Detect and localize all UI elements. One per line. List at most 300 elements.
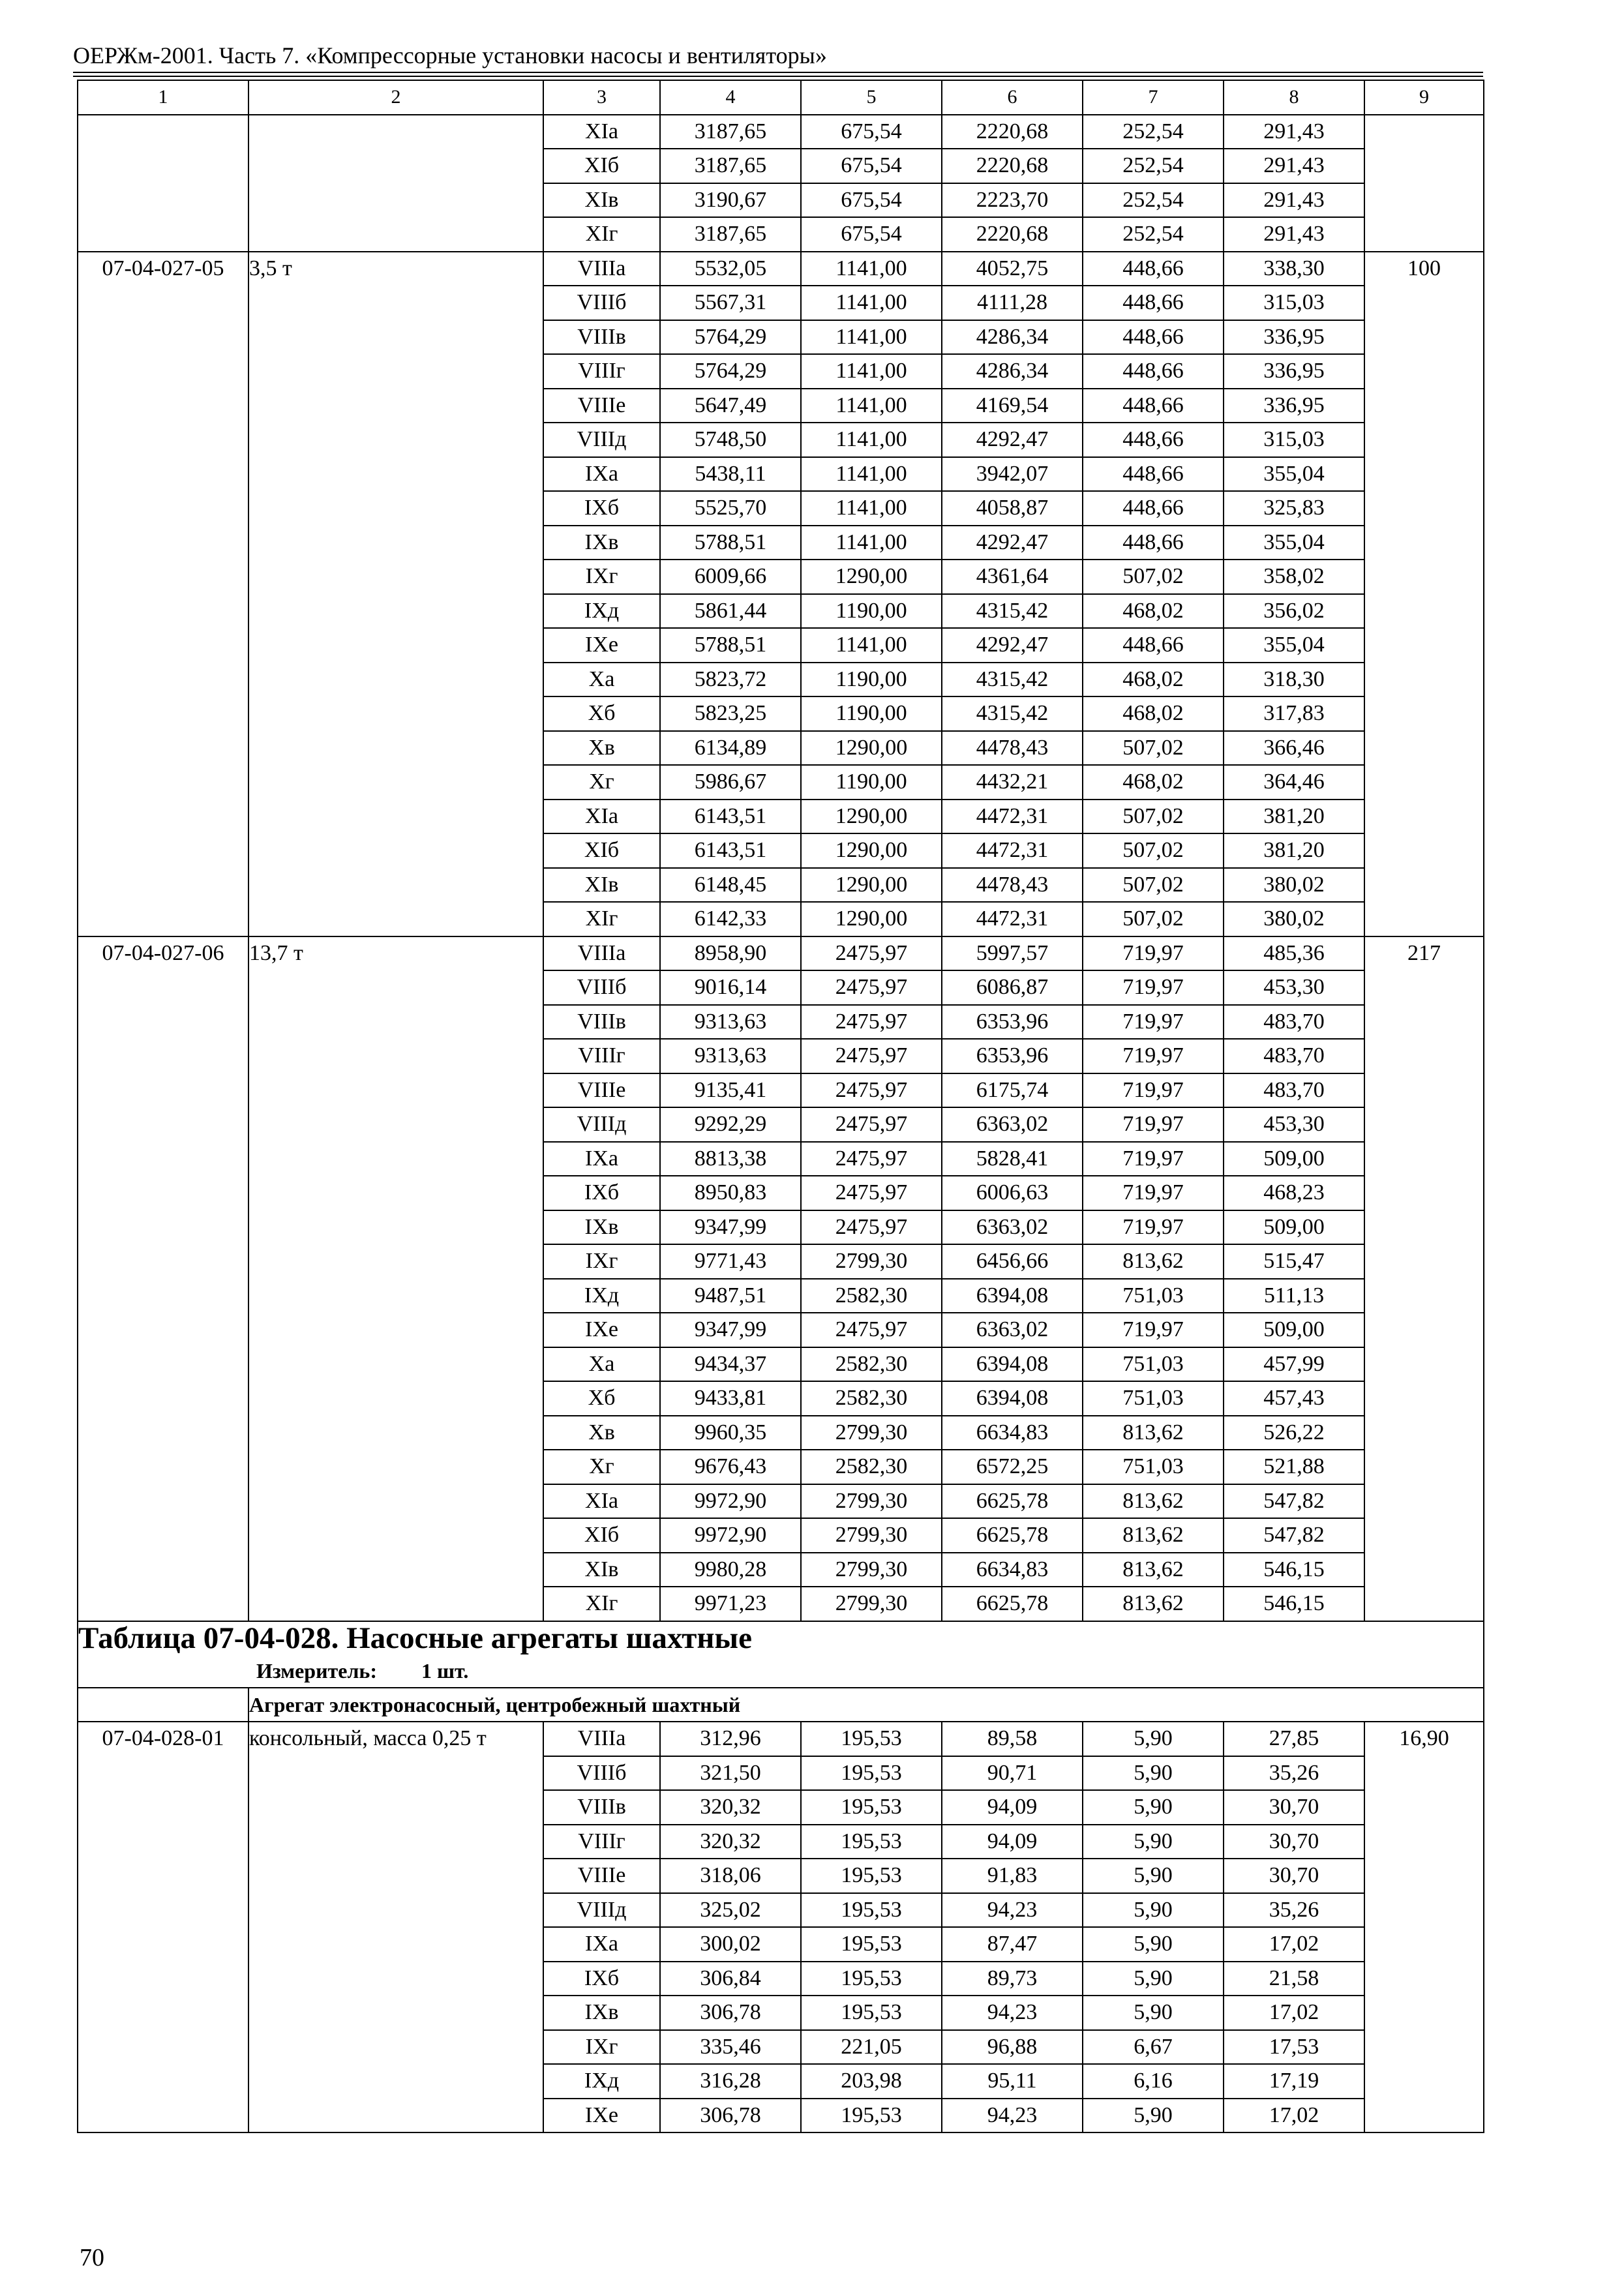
value-cell: 195,53 bbox=[801, 1756, 942, 1791]
zone-cell: XIг bbox=[543, 902, 660, 936]
page-header: ОЕРЖм-2001. Часть 7. «Компрессорные установки насосы и вентиляторы» bbox=[73, 42, 827, 68]
value-cell: 6148,45 bbox=[660, 868, 801, 903]
value-cell: 468,02 bbox=[1083, 765, 1224, 800]
value-cell: 21,58 bbox=[1224, 1962, 1364, 1996]
value-cell: 6625,78 bbox=[942, 1518, 1083, 1553]
value-cell: 364,46 bbox=[1224, 765, 1364, 800]
value-cell: 483,70 bbox=[1224, 1005, 1364, 1040]
value-cell: 89,73 bbox=[942, 1962, 1083, 1996]
value-cell: 315,03 bbox=[1224, 423, 1364, 457]
value-cell: 448,66 bbox=[1083, 423, 1224, 457]
value-cell: 355,04 bbox=[1224, 457, 1364, 492]
value-cell: 2799,30 bbox=[801, 1587, 942, 1621]
value-cell: 448,66 bbox=[1083, 457, 1224, 492]
value-cell: 813,62 bbox=[1083, 1484, 1224, 1519]
value-cell: 5788,51 bbox=[660, 526, 801, 560]
value-cell: 5861,44 bbox=[660, 594, 801, 629]
value-cell: 203,98 bbox=[801, 2064, 942, 2099]
value-cell: 1141,00 bbox=[801, 252, 942, 286]
table-title-cell bbox=[78, 1621, 1484, 1688]
value-cell: 509,00 bbox=[1224, 1313, 1364, 1347]
table-row bbox=[78, 936, 1484, 971]
value-cell: 17,02 bbox=[1224, 1927, 1364, 1962]
value-cell: 1290,00 bbox=[801, 800, 942, 834]
zone-cell: VIIIв bbox=[543, 1790, 660, 1825]
value-cell: 6134,89 bbox=[660, 731, 801, 766]
value-cell: 526,22 bbox=[1224, 1416, 1364, 1450]
value-cell: 448,66 bbox=[1083, 389, 1224, 423]
value-cell: 5,90 bbox=[1083, 1790, 1224, 1825]
value-cell: 4058,87 bbox=[942, 491, 1083, 526]
zone-cell: VIIIв bbox=[543, 320, 660, 355]
value-cell: 317,83 bbox=[1224, 696, 1364, 731]
value-cell: 1141,00 bbox=[801, 320, 942, 355]
value-cell: 675,54 bbox=[801, 183, 942, 218]
value-cell: 2799,30 bbox=[801, 1244, 942, 1279]
value-cell: 2220,68 bbox=[942, 217, 1083, 252]
value-cell: 4315,42 bbox=[942, 594, 1083, 629]
zone-cell: Xв bbox=[543, 1416, 660, 1450]
value-cell: 483,70 bbox=[1224, 1039, 1364, 1073]
value-cell: 5567,31 bbox=[660, 286, 801, 320]
unit-line bbox=[78, 1654, 1483, 1687]
value-cell: 2475,97 bbox=[801, 1005, 942, 1040]
value-cell: 1141,00 bbox=[801, 491, 942, 526]
value-cell: 9676,43 bbox=[660, 1450, 801, 1484]
value-cell: 4111,28 bbox=[942, 286, 1083, 320]
value-cell: 5647,49 bbox=[660, 389, 801, 423]
value-cell: 547,82 bbox=[1224, 1518, 1364, 1553]
value-cell: 9313,63 bbox=[660, 1039, 801, 1073]
value-cell: 719,97 bbox=[1083, 1005, 1224, 1040]
zone-cell: VIIIб bbox=[543, 970, 660, 1005]
value-cell: 318,06 bbox=[660, 1859, 801, 1893]
value-cell: 511,13 bbox=[1224, 1279, 1364, 1313]
value-cell: 3190,67 bbox=[660, 183, 801, 218]
column-number: 6 bbox=[942, 80, 1083, 115]
value-cell: 5823,25 bbox=[660, 696, 801, 731]
value-cell: 546,15 bbox=[1224, 1587, 1364, 1621]
value-cell: 507,02 bbox=[1083, 833, 1224, 868]
zone-cell: XIа bbox=[543, 1484, 660, 1519]
zone-cell: VIIIе bbox=[543, 389, 660, 423]
value-cell: 1141,00 bbox=[801, 457, 942, 492]
zone-cell: VIIIг bbox=[543, 1039, 660, 1073]
value-cell: 4315,42 bbox=[942, 696, 1083, 731]
value-cell: 2220,68 bbox=[942, 149, 1083, 183]
zone-cell: IXе bbox=[543, 628, 660, 663]
zone-cell: XIв bbox=[543, 1553, 660, 1587]
value-cell: 468,02 bbox=[1083, 696, 1224, 731]
value-cell: 719,97 bbox=[1083, 936, 1224, 971]
column-number: 8 bbox=[1224, 80, 1364, 115]
value-cell: 448,66 bbox=[1083, 252, 1224, 286]
value-cell: 6175,74 bbox=[942, 1073, 1083, 1108]
value-cell: 6394,08 bbox=[942, 1279, 1083, 1313]
value-cell: 6572,25 bbox=[942, 1450, 1083, 1484]
value-cell: 9771,43 bbox=[660, 1244, 801, 1279]
value-cell: 381,20 bbox=[1224, 833, 1364, 868]
value-cell: 221,05 bbox=[801, 2030, 942, 2065]
value-cell: 1290,00 bbox=[801, 731, 942, 766]
zone-cell: VIIIг bbox=[543, 354, 660, 389]
value-cell: 485,36 bbox=[1224, 936, 1364, 971]
col9-value bbox=[1364, 115, 1484, 252]
value-cell: 4478,43 bbox=[942, 868, 1083, 903]
page-number: 70 bbox=[80, 2244, 104, 2271]
value-cell: 675,54 bbox=[801, 149, 942, 183]
value-cell: 751,03 bbox=[1083, 1450, 1224, 1484]
zone-cell: Xг bbox=[543, 1450, 660, 1484]
zone-cell: VIIIг bbox=[543, 1825, 660, 1859]
value-cell: 813,62 bbox=[1083, 1244, 1224, 1279]
table-row bbox=[78, 252, 1484, 286]
value-cell: 91,83 bbox=[942, 1859, 1083, 1893]
value-cell: 381,20 bbox=[1224, 800, 1364, 834]
value-cell: 1141,00 bbox=[801, 354, 942, 389]
column-number: 3 bbox=[543, 80, 660, 115]
value-cell: 195,53 bbox=[801, 1859, 942, 1893]
value-cell: 9960,35 bbox=[660, 1416, 801, 1450]
value-cell: 355,04 bbox=[1224, 628, 1364, 663]
zone-cell: IXб bbox=[543, 491, 660, 526]
zone-cell: XIг bbox=[543, 217, 660, 252]
value-cell: 17,02 bbox=[1224, 2099, 1364, 2133]
value-cell: 6143,51 bbox=[660, 833, 801, 868]
value-cell: 6394,08 bbox=[942, 1347, 1083, 1382]
row-description: 3,5 т bbox=[248, 252, 543, 936]
value-cell: 719,97 bbox=[1083, 1039, 1224, 1073]
zone-cell: IXа bbox=[543, 457, 660, 492]
value-cell: 813,62 bbox=[1083, 1587, 1224, 1621]
value-cell: 320,32 bbox=[660, 1825, 801, 1859]
value-cell: 96,88 bbox=[942, 2030, 1083, 2065]
zone-cell: VIIIа bbox=[543, 252, 660, 286]
value-cell: 17,53 bbox=[1224, 2030, 1364, 2065]
value-cell: 380,02 bbox=[1224, 868, 1364, 903]
value-cell: 2475,97 bbox=[801, 1039, 942, 1073]
value-cell: 5,90 bbox=[1083, 1996, 1224, 2030]
value-cell: 195,53 bbox=[801, 1722, 942, 1756]
value-cell: 2799,30 bbox=[801, 1484, 942, 1519]
zone-cell: IXд bbox=[543, 2064, 660, 2099]
value-cell: 813,62 bbox=[1083, 1553, 1224, 1587]
price-table bbox=[77, 80, 1484, 2133]
value-cell: 366,46 bbox=[1224, 731, 1364, 766]
value-cell: 468,02 bbox=[1083, 594, 1224, 629]
value-cell: 6142,33 bbox=[660, 902, 801, 936]
value-cell: 8950,83 bbox=[660, 1176, 801, 1210]
value-cell: 751,03 bbox=[1083, 1279, 1224, 1313]
value-cell: 547,82 bbox=[1224, 1484, 1364, 1519]
value-cell: 306,78 bbox=[660, 1996, 801, 2030]
value-cell: 30,70 bbox=[1224, 1859, 1364, 1893]
value-cell: 9292,29 bbox=[660, 1107, 801, 1142]
value-cell: 719,97 bbox=[1083, 970, 1224, 1005]
zone-cell: VIIIе bbox=[543, 1859, 660, 1893]
value-cell: 4478,43 bbox=[942, 731, 1083, 766]
value-cell: 17,19 bbox=[1224, 2064, 1364, 2099]
value-cell: 6456,66 bbox=[942, 1244, 1083, 1279]
zone-cell: Xг bbox=[543, 765, 660, 800]
value-cell: 457,99 bbox=[1224, 1347, 1364, 1382]
value-cell: 5,90 bbox=[1083, 1927, 1224, 1962]
value-cell: 448,66 bbox=[1083, 526, 1224, 560]
value-cell: 5532,05 bbox=[660, 252, 801, 286]
value-cell: 9016,14 bbox=[660, 970, 801, 1005]
value-cell: 315,03 bbox=[1224, 286, 1364, 320]
value-cell: 6006,63 bbox=[942, 1176, 1083, 1210]
value-cell: 94,09 bbox=[942, 1825, 1083, 1859]
value-cell: 4052,75 bbox=[942, 252, 1083, 286]
value-cell: 4315,42 bbox=[942, 663, 1083, 697]
zone-cell: Xв bbox=[543, 731, 660, 766]
zone-cell: Xб bbox=[543, 1381, 660, 1416]
value-cell: 252,54 bbox=[1083, 115, 1224, 149]
value-cell: 195,53 bbox=[801, 1962, 942, 1996]
value-cell: 252,54 bbox=[1083, 149, 1224, 183]
value-cell: 719,97 bbox=[1083, 1107, 1224, 1142]
value-cell: 325,83 bbox=[1224, 491, 1364, 526]
zone-cell: IXе bbox=[543, 1313, 660, 1347]
value-cell: 453,30 bbox=[1224, 970, 1364, 1005]
value-cell: 2582,30 bbox=[801, 1381, 942, 1416]
value-cell: 356,02 bbox=[1224, 594, 1364, 629]
value-cell: 2799,30 bbox=[801, 1553, 942, 1587]
zone-cell: XIа bbox=[543, 115, 660, 149]
value-cell: 719,97 bbox=[1083, 1142, 1224, 1176]
value-cell: 252,54 bbox=[1083, 183, 1224, 218]
value-cell: 380,02 bbox=[1224, 902, 1364, 936]
value-cell: 507,02 bbox=[1083, 800, 1224, 834]
value-cell: 2475,97 bbox=[801, 936, 942, 971]
value-cell: 355,04 bbox=[1224, 526, 1364, 560]
value-cell: 318,30 bbox=[1224, 663, 1364, 697]
value-cell: 6143,51 bbox=[660, 800, 801, 834]
value-cell: 507,02 bbox=[1083, 902, 1224, 936]
table-row bbox=[78, 1722, 1484, 1756]
unit-label: Измеритель: bbox=[256, 1658, 377, 1683]
value-cell: 291,43 bbox=[1224, 183, 1364, 218]
value-cell: 6009,66 bbox=[660, 560, 801, 594]
value-cell: 6394,08 bbox=[942, 1381, 1083, 1416]
zone-cell: IXд bbox=[543, 594, 660, 629]
row-description: 13,7 т bbox=[248, 936, 543, 1621]
value-cell: 9972,90 bbox=[660, 1518, 801, 1553]
row-code bbox=[78, 115, 248, 252]
zone-cell: IXа bbox=[543, 1142, 660, 1176]
value-cell: 1141,00 bbox=[801, 286, 942, 320]
value-cell: 719,97 bbox=[1083, 1176, 1224, 1210]
value-cell: 316,28 bbox=[660, 2064, 801, 2099]
value-cell: 9347,99 bbox=[660, 1210, 801, 1245]
value-cell: 2475,97 bbox=[801, 1313, 942, 1347]
zone-cell: Xб bbox=[543, 696, 660, 731]
value-cell: 4361,64 bbox=[942, 560, 1083, 594]
row-description bbox=[248, 115, 543, 252]
value-cell: 2475,97 bbox=[801, 1210, 942, 1245]
value-cell: 448,66 bbox=[1083, 286, 1224, 320]
header-rule bbox=[73, 72, 1483, 73]
row-code: 07-04-027-05 bbox=[78, 252, 248, 936]
value-cell: 448,66 bbox=[1083, 320, 1224, 355]
value-cell: 5986,67 bbox=[660, 765, 801, 800]
value-cell: 90,71 bbox=[942, 1756, 1083, 1791]
value-cell: 546,15 bbox=[1224, 1553, 1364, 1587]
value-cell: 3942,07 bbox=[942, 457, 1083, 492]
value-cell: 27,85 bbox=[1224, 1722, 1364, 1756]
value-cell: 2582,30 bbox=[801, 1347, 942, 1382]
value-cell: 9980,28 bbox=[660, 1553, 801, 1587]
value-cell: 6363,02 bbox=[942, 1313, 1083, 1347]
zone-cell: IXг bbox=[543, 560, 660, 594]
zone-cell: VIIIа bbox=[543, 1722, 660, 1756]
column-number: 1 bbox=[78, 80, 248, 115]
zone-cell: IXв bbox=[543, 526, 660, 560]
value-cell: 2582,30 bbox=[801, 1279, 942, 1313]
value-cell: 813,62 bbox=[1083, 1416, 1224, 1450]
value-cell: 2475,97 bbox=[801, 1176, 942, 1210]
value-cell: 5,90 bbox=[1083, 1893, 1224, 1928]
zone-cell: VIIIв bbox=[543, 1005, 660, 1040]
value-cell: 5438,11 bbox=[660, 457, 801, 492]
value-cell: 6634,83 bbox=[942, 1553, 1083, 1587]
col9-value: 100 bbox=[1364, 252, 1484, 936]
value-cell: 4292,47 bbox=[942, 628, 1083, 663]
zone-cell: XIг bbox=[543, 1587, 660, 1621]
value-cell: 5748,50 bbox=[660, 423, 801, 457]
value-cell: 4472,31 bbox=[942, 800, 1083, 834]
value-cell: 195,53 bbox=[801, 2099, 942, 2133]
zone-cell: VIIIд bbox=[543, 1893, 660, 1928]
value-cell: 6353,96 bbox=[942, 1005, 1083, 1040]
zone-cell: XIв bbox=[543, 183, 660, 218]
zone-cell: IXв bbox=[543, 1996, 660, 2030]
value-cell: 5,90 bbox=[1083, 1722, 1224, 1756]
column-number: 5 bbox=[801, 80, 942, 115]
value-cell: 336,95 bbox=[1224, 320, 1364, 355]
value-cell: 5764,29 bbox=[660, 354, 801, 389]
value-cell: 483,70 bbox=[1224, 1073, 1364, 1108]
value-cell: 195,53 bbox=[801, 1825, 942, 1859]
zone-cell: VIIIд bbox=[543, 423, 660, 457]
column-number: 7 bbox=[1083, 80, 1224, 115]
zone-cell: Xа bbox=[543, 1347, 660, 1382]
zone-cell: XIб bbox=[543, 149, 660, 183]
header-rule-2 bbox=[73, 76, 1483, 77]
value-cell: 2799,30 bbox=[801, 1416, 942, 1450]
value-cell: 4472,31 bbox=[942, 902, 1083, 936]
value-cell: 195,53 bbox=[801, 1996, 942, 2030]
value-cell: 468,02 bbox=[1083, 663, 1224, 697]
value-cell: 5788,51 bbox=[660, 628, 801, 663]
section-row bbox=[78, 1688, 1484, 1722]
value-cell: 1141,00 bbox=[801, 389, 942, 423]
value-cell: 6353,96 bbox=[942, 1039, 1083, 1073]
value-cell: 336,95 bbox=[1224, 354, 1364, 389]
value-cell: 719,97 bbox=[1083, 1210, 1224, 1245]
value-cell: 9313,63 bbox=[660, 1005, 801, 1040]
zone-cell: IXг bbox=[543, 2030, 660, 2065]
value-cell: 6,16 bbox=[1083, 2064, 1224, 2099]
value-cell: 5,90 bbox=[1083, 1756, 1224, 1791]
value-cell: 509,00 bbox=[1224, 1210, 1364, 1245]
table-title-row bbox=[78, 1621, 1484, 1688]
value-cell: 4292,47 bbox=[942, 526, 1083, 560]
value-cell: 195,53 bbox=[801, 1893, 942, 1928]
value-cell: 1290,00 bbox=[801, 868, 942, 903]
value-cell: 291,43 bbox=[1224, 217, 1364, 252]
col9-value: 217 bbox=[1364, 936, 1484, 1621]
value-cell: 8813,38 bbox=[660, 1142, 801, 1176]
value-cell: 719,97 bbox=[1083, 1073, 1224, 1108]
column-number: 9 bbox=[1364, 80, 1484, 115]
value-cell: 9135,41 bbox=[660, 1073, 801, 1108]
value-cell: 1190,00 bbox=[801, 696, 942, 731]
value-cell: 87,47 bbox=[942, 1927, 1083, 1962]
value-cell: 94,23 bbox=[942, 1893, 1083, 1928]
value-cell: 6625,78 bbox=[942, 1587, 1083, 1621]
value-cell: 2475,97 bbox=[801, 1107, 942, 1142]
zone-cell: VIIIд bbox=[543, 1107, 660, 1142]
zone-cell: IXа bbox=[543, 1927, 660, 1962]
value-cell: 5997,57 bbox=[942, 936, 1083, 971]
col9-value: 16,90 bbox=[1364, 1722, 1484, 2132]
value-cell: 2475,97 bbox=[801, 970, 942, 1005]
value-cell: 94,23 bbox=[942, 1996, 1083, 2030]
value-cell: 2220,68 bbox=[942, 115, 1083, 149]
value-cell: 4292,47 bbox=[942, 423, 1083, 457]
column-number: 2 bbox=[248, 80, 543, 115]
value-cell: 306,84 bbox=[660, 1962, 801, 1996]
zone-cell: XIб bbox=[543, 833, 660, 868]
value-cell: 2799,30 bbox=[801, 1518, 942, 1553]
value-cell: 4286,34 bbox=[942, 354, 1083, 389]
table-row bbox=[78, 115, 1484, 149]
value-cell: 9347,99 bbox=[660, 1313, 801, 1347]
zone-cell: IXд bbox=[543, 1279, 660, 1313]
row-code: 07-04-027-06 bbox=[78, 936, 248, 1621]
zone-cell: XIа bbox=[543, 800, 660, 834]
value-cell: 813,62 bbox=[1083, 1518, 1224, 1553]
value-cell: 5,90 bbox=[1083, 1962, 1224, 1996]
value-cell: 509,00 bbox=[1224, 1142, 1364, 1176]
value-cell: 35,26 bbox=[1224, 1893, 1364, 1928]
value-cell: 8958,90 bbox=[660, 936, 801, 971]
table-title: Таблица 07-04-028. Насосные агрегаты шахтные bbox=[78, 1621, 752, 1655]
value-cell: 4169,54 bbox=[942, 389, 1083, 423]
value-cell: 2582,30 bbox=[801, 1450, 942, 1484]
value-cell: 94,09 bbox=[942, 1790, 1083, 1825]
value-cell: 5,90 bbox=[1083, 1859, 1224, 1893]
value-cell: 17,02 bbox=[1224, 1996, 1364, 2030]
value-cell: 453,30 bbox=[1224, 1107, 1364, 1142]
value-cell: 9434,37 bbox=[660, 1347, 801, 1382]
value-cell: 312,96 bbox=[660, 1722, 801, 1756]
value-cell: 9487,51 bbox=[660, 1279, 801, 1313]
row-description: консольный, масса 0,25 т bbox=[248, 1722, 543, 2132]
value-cell: 751,03 bbox=[1083, 1381, 1224, 1416]
zone-cell: Xа bbox=[543, 663, 660, 697]
value-cell: 4432,21 bbox=[942, 765, 1083, 800]
zone-cell: VIIIб bbox=[543, 1756, 660, 1791]
value-cell: 2475,97 bbox=[801, 1073, 942, 1108]
value-cell: 320,32 bbox=[660, 1790, 801, 1825]
section-title: Агрегат электронасосный, центробежный шахтный bbox=[248, 1688, 1484, 1722]
value-cell: 4472,31 bbox=[942, 833, 1083, 868]
value-cell: 1290,00 bbox=[801, 833, 942, 868]
value-cell: 321,50 bbox=[660, 1756, 801, 1791]
